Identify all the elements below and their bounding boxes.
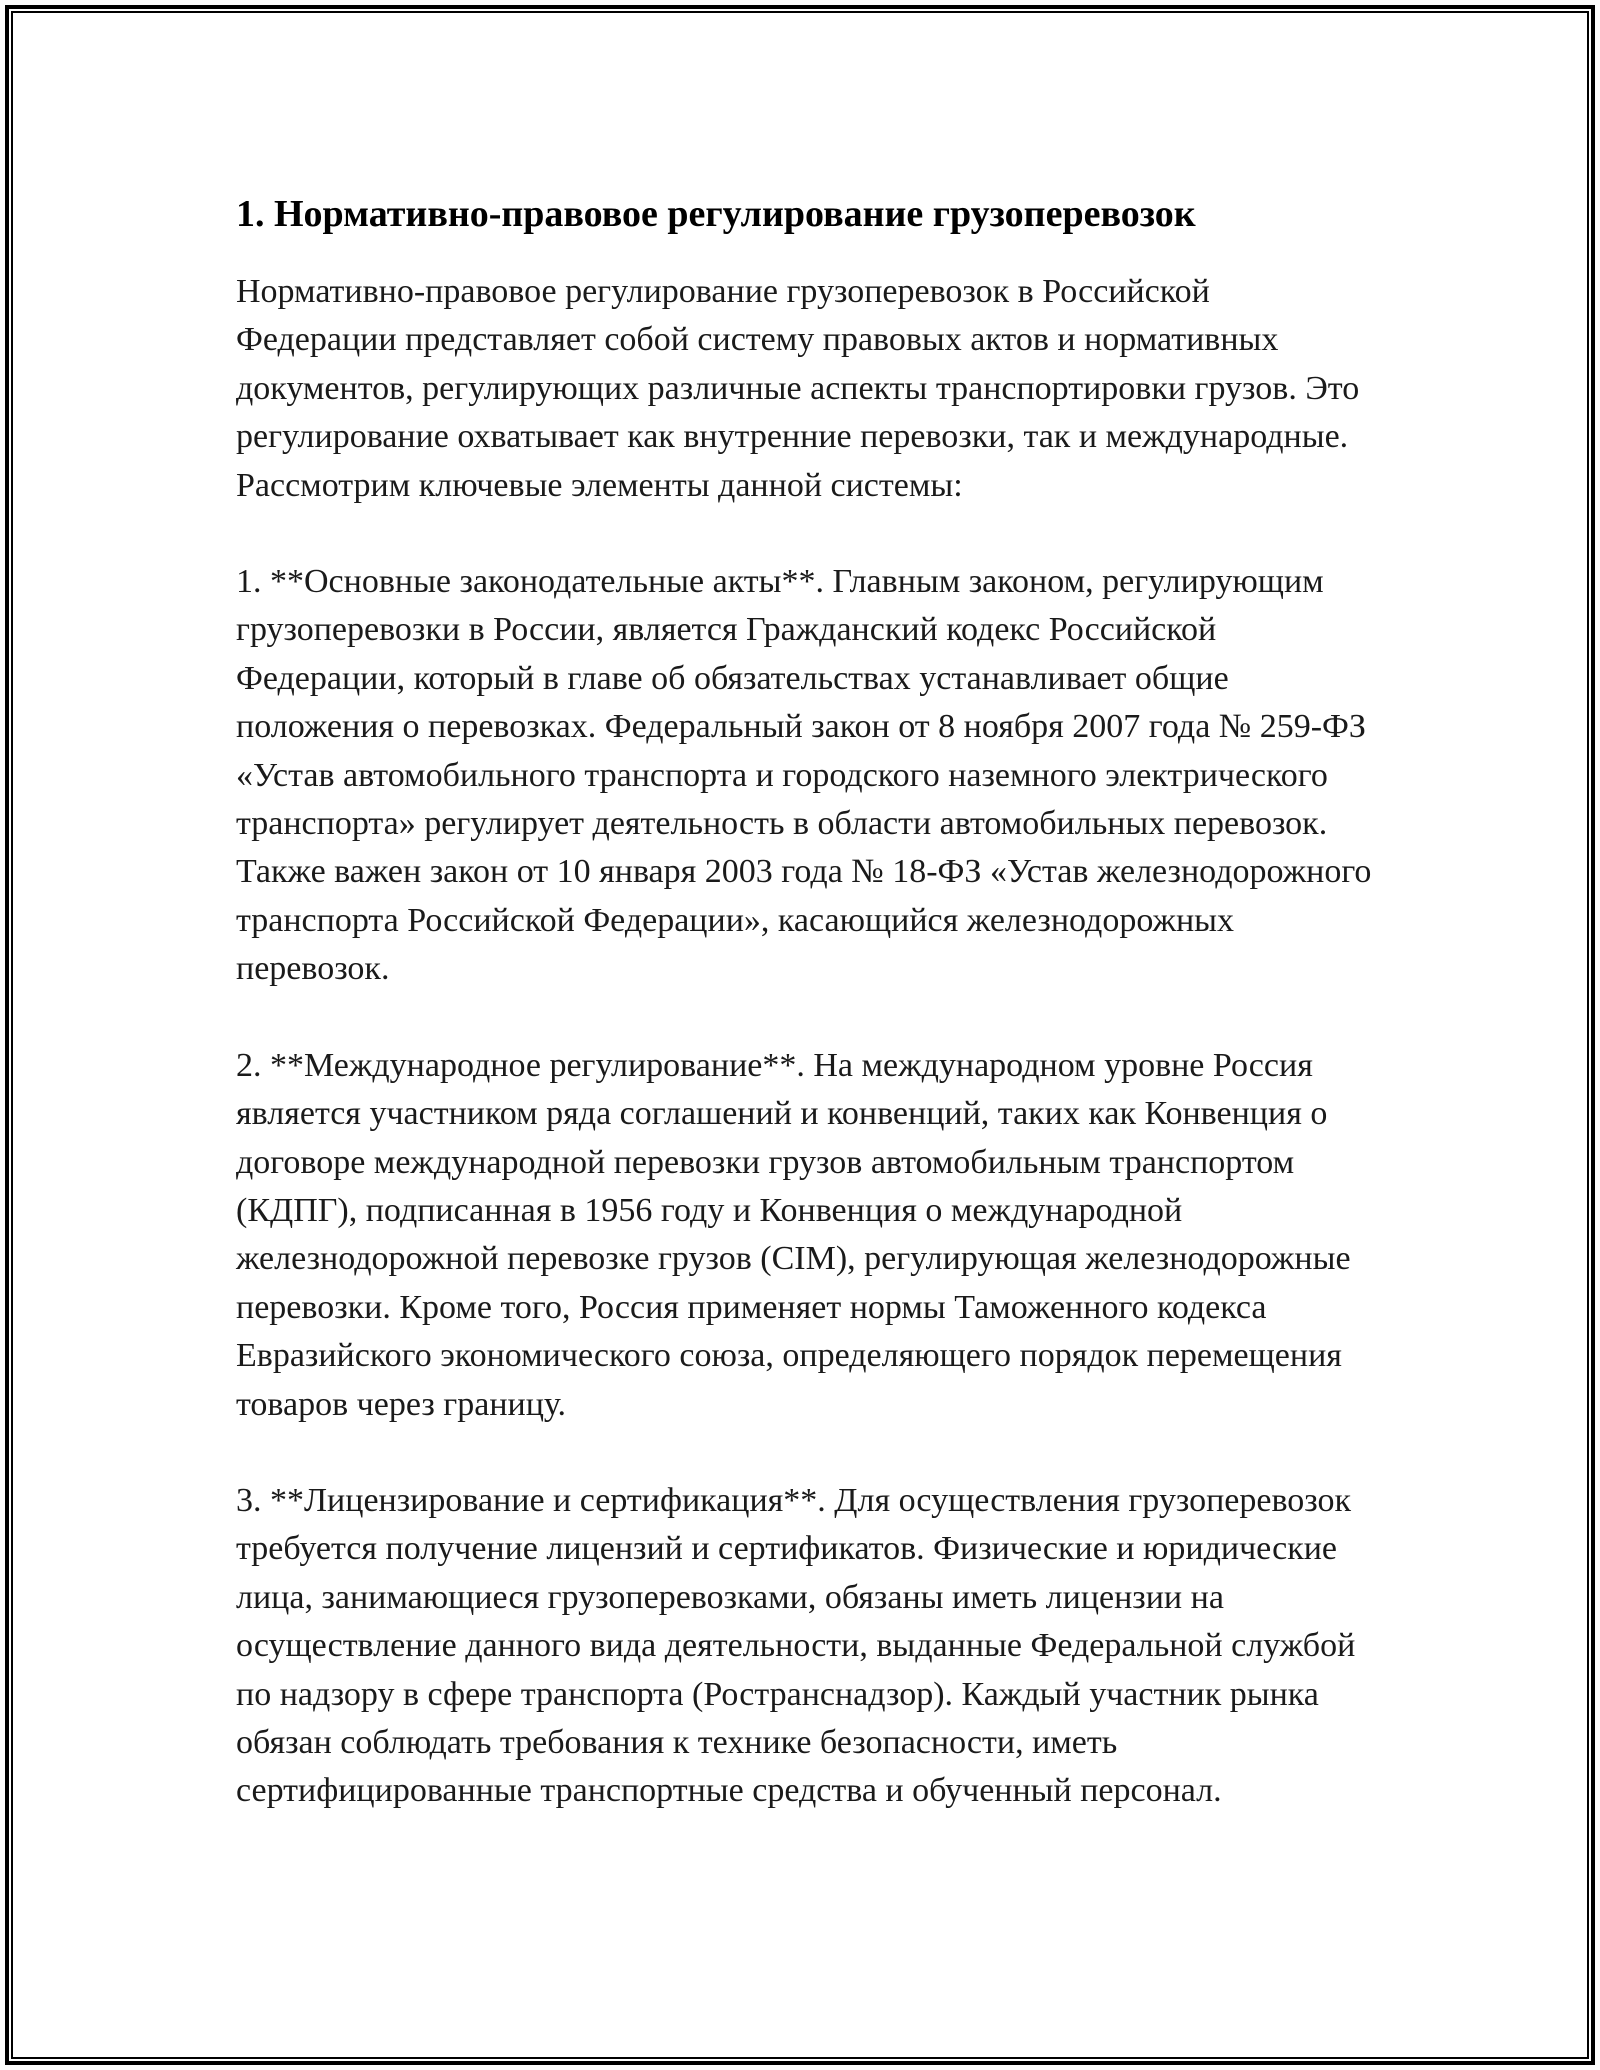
paragraph-licensing-certification: 3. **Лицензирование и сертификация**. Для осуществления грузоперевозок требуется получение лицензий и сертификатов. Физические и юридические лица, занимающиеся грузоперевозками, обязаны иметь лицензии на осуществление данного вида деятельности, выданные Федеральной службой по надзору в сфере транспорта (Ространснадзор). Каждый участник рынка обязан соблюдать требования к технике безопасности, иметь сертифицированные транспортные средства и обученный персонал.: [236, 1481, 1356, 1810]
document-body: [236, 186, 1376, 1864]
paragraph-intro: Нормативно-правовое регулирование грузоперевозок в Российской Федерации представляет собой систему правовых актов и нормативных документов, регулирующих различные аспекты транспортировки грузов. Это регулирование охватывает как внутренние перевозки, так и международные. Рассмотрим ключевые элементы данной системы:: [236, 273, 1360, 504]
paragraph-international-regulation: 2. **Международное регулирование**. На международном уровне Россия является участником ряда соглашений и конвенций, таких как Конвенция о договоре международной перевозки грузов автомобильным транспортом (КДПГ), подписанная в 1956 году и Конвенция о международной железнодорожной перевозке грузов (CIM), регулирующая железнодорожные перевозки. Кроме того, Россия применяет нормы Таможенного кодекса Евразийского экономического союза, определяющего порядок перемещения товаров через границу.: [236, 1046, 1351, 1423]
page-title: 1. Нормативно-правовое регулирование грузоперевозок: [236, 193, 1196, 235]
paragraph-legislative-acts: 1. **Основные законодательные акты**. Главным законом, регулирующим грузоперевозки в России, является Гражданский кодекс Российской Федерации, который в главе об обязательствах устанавливает общие положения о перевозках. Федеральный закон от 8 ноября 2007 года № 259-ФЗ «Устав автомобильного транспорта и городского наземного электрического транспорта» регулирует деятельность в области автомобильных перевозок. Также важен закон от 10 января 2003 года № 18-ФЗ «Устав железнодорожного транспорта Российской Федерации», касающийся железнодорожных перевозок.: [236, 563, 1372, 988]
